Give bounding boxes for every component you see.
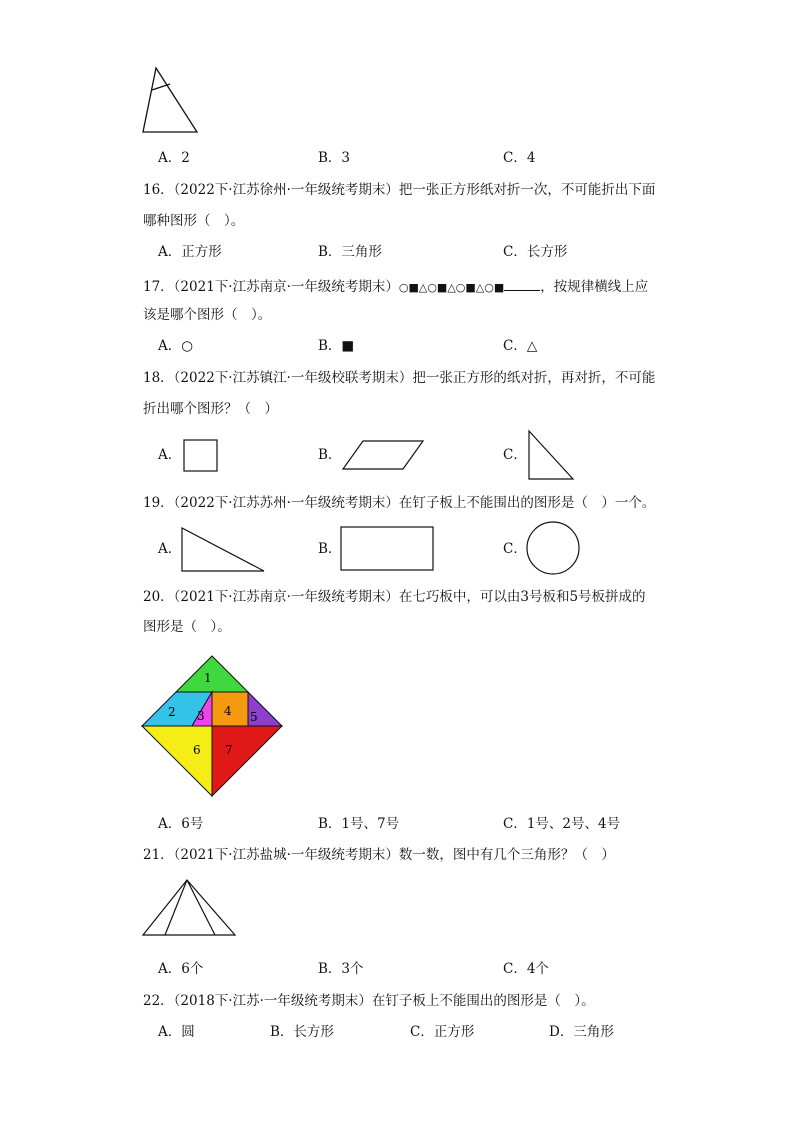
q20-question-line2: 图形是（ ）。	[143, 619, 231, 635]
q18-option-c[interactable]: C．	[503, 447, 527, 463]
tangram-label-7: 7	[225, 743, 233, 757]
q21-option-b[interactable]: B．3个	[318, 961, 364, 977]
q22-option-d[interactable]: D．三角形	[549, 1024, 614, 1040]
q21-triangles-figure	[140, 878, 240, 940]
q17-question-line1	[143, 278, 648, 295]
tangram-piece-7	[212, 726, 282, 796]
q16-question-line2: 哪种图形（ ）。	[143, 213, 245, 229]
q19-option-b[interactable]: B．	[318, 541, 342, 557]
q20-option-b[interactable]: B．1号、7号	[318, 816, 400, 832]
q18-parallelogram-figure	[341, 440, 427, 472]
tangram-label-2: 2	[168, 705, 176, 719]
tangram-piece-1	[176, 656, 248, 692]
q19-right-triangle-figure	[180, 526, 268, 574]
q22-option-a[interactable]: A．圆	[158, 1024, 195, 1040]
q21-option-c[interactable]: C．4个	[503, 961, 549, 977]
q18-square-figure	[183, 439, 219, 473]
q20-option-c[interactable]: C．1号、2号、4号	[503, 816, 621, 832]
q22-option-c[interactable]: C．正方形	[410, 1024, 475, 1040]
tangram-label-5: 5	[250, 710, 258, 724]
q18-question-line2: 折出哪个图形？（ ）	[143, 401, 278, 417]
tangram-label-3: 3	[197, 709, 205, 723]
tangram-label-4: 4	[224, 704, 232, 718]
q17-option-c[interactable]: C．△	[503, 338, 538, 354]
q22-question-line1: 22．（2018下·江苏·一年级统考期末）在钉子板上不能围出的图形是（ ）。	[143, 993, 595, 1009]
q18-option-a[interactable]: A．	[158, 447, 182, 463]
q16-option-b[interactable]: B．三角形	[318, 244, 382, 260]
q17-answer-blank[interactable]	[504, 278, 540, 291]
q18-question-line1: 18．（2022下·江苏镇江·一年级校联考期末）把一张正方形的纸对折，再对折，不可能	[143, 370, 656, 386]
q20-question-line1: 20．（2021下·江苏南京·一年级统考期末）在七巧板中，可以由3号板和5号板拼成的	[143, 589, 646, 605]
q19-option-a[interactable]: A．	[158, 541, 182, 557]
q16-question-line1: 16．（2022下·江苏徐州·一年级统考期末）把一张正方形纸对折一次，不可能折出下面	[143, 182, 656, 198]
q15-option-b[interactable]: B．3	[318, 150, 351, 166]
q21-option-a[interactable]: A．6个	[158, 961, 204, 977]
q17-suffix: ，按规律横线上应	[540, 279, 649, 295]
q19-rectangle-figure	[340, 526, 436, 572]
q17-option-b[interactable]: B．■	[318, 338, 355, 354]
tangram-label-6: 6	[193, 743, 201, 757]
q21-question-line1: 21．（2021下·江苏盐城·一年级统考期末）数一数，图中有几个三角形？（ ）	[143, 847, 615, 863]
q20-option-a[interactable]: A．6号	[158, 816, 204, 832]
q17-shape-sequence: ○■△○■△○■△○■	[398, 281, 505, 294]
q15-triangle-figure	[140, 64, 202, 136]
q17-prefix: 17．（2021下·江苏南京·一年级统考期末）	[143, 279, 399, 295]
q16-option-a[interactable]: A．正方形	[158, 244, 222, 260]
q17-question-line2: 该是哪个图形（ ）。	[143, 307, 272, 323]
q18-option-b[interactable]: B．	[318, 447, 342, 463]
q19-question-line1: 19．（2022下·江苏苏州·一年级统考期末）在钉子板上不能围出的图形是（ ）一个。	[143, 495, 656, 511]
q16-option-c[interactable]: C．长方形	[503, 244, 568, 260]
q15-option-c[interactable]: C．4	[503, 150, 536, 166]
q17-option-a[interactable]: A．○	[158, 338, 194, 354]
q19-option-c[interactable]: C．	[503, 541, 527, 557]
q18-right-triangle-figure	[528, 430, 576, 482]
q19-circle-figure	[525, 521, 583, 577]
q15-option-a[interactable]: A．2	[158, 150, 190, 166]
tangram-piece-6	[142, 726, 212, 796]
q22-option-b[interactable]: B．长方形	[270, 1024, 334, 1040]
q20-tangram-figure	[140, 654, 286, 800]
tangram-label-1: 1	[204, 671, 212, 685]
